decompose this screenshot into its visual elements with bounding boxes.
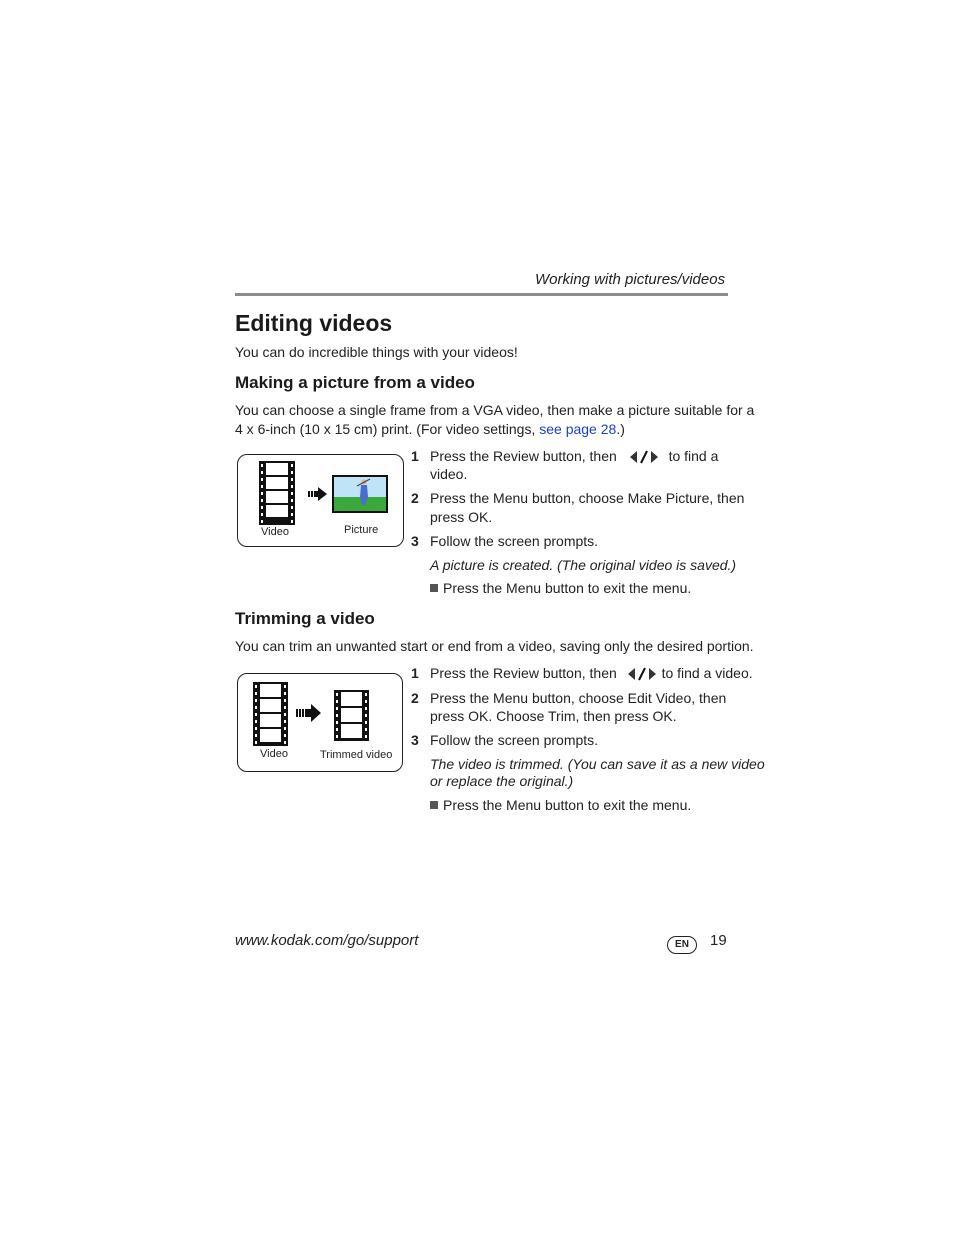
step-text-cont: to find a video.: [661, 665, 753, 681]
step-text-line2: press OK. Choose Trim, then press OK.: [430, 708, 677, 724]
see-page-28-link[interactable]: see page 28: [539, 421, 617, 437]
figure1-caption-picture: Picture: [344, 524, 379, 536]
step-number: 1: [411, 448, 419, 464]
bullet-text: Press the Menu button to exit the menu.: [443, 580, 692, 596]
bullet-square: [430, 584, 438, 592]
left-right-arrows-icon: [629, 449, 659, 465]
making-bullet: [430, 579, 691, 597]
trimming-heading: Trimming a video: [235, 609, 375, 628]
step-text: Follow the screen prompts.: [430, 533, 599, 549]
step-number: 3: [411, 533, 419, 549]
making-para-end: .): [616, 421, 625, 437]
step-text: Follow the screen prompts.: [430, 732, 599, 748]
making-result: A picture is created. (The original video is saved.): [430, 557, 737, 573]
step-number: 2: [411, 690, 419, 706]
making-para-line2: [235, 420, 625, 439]
trimming-result-line2: or replace the original.): [430, 773, 574, 789]
header-rule: [235, 293, 728, 296]
step-text: Press the Review button, then: [430, 448, 617, 464]
page-title: Editing videos: [235, 310, 393, 336]
figure2-caption-trimmed: Trimmed video: [320, 749, 393, 761]
step-text-line2: video.: [430, 466, 468, 482]
intro-text: You can do incredible things with your videos!: [235, 344, 518, 360]
making-para-text: 4 x 6-inch (10 x 15 cm) print. (For video settings,: [235, 421, 540, 437]
footer-support-url[interactable]: www.kodak.com/go/support: [235, 932, 419, 949]
video-to-picture-figure: [237, 454, 404, 547]
trim-video-figure: [237, 673, 403, 772]
trimming-para: You can trim an unwanted start or end from a video, saving only the desired portion.: [235, 638, 754, 654]
making-para-line1: You can choose a single frame from a VGA video, then make a picture suitable for a: [235, 402, 755, 418]
left-right-arrows-icon: [627, 666, 657, 682]
trimming-bullet: [430, 796, 691, 814]
bullet-text: Press the Menu button to exit the menu.: [443, 797, 692, 813]
step-text-line2: press OK.: [430, 509, 493, 525]
step-text: Press the Menu button, choose Make Picture, then: [430, 490, 745, 506]
bullet-square: [430, 801, 438, 809]
running-header: Working with pictures/videos: [535, 271, 726, 288]
figure1-caption-video: Video: [261, 526, 289, 538]
figure2-caption-video: Video: [260, 748, 288, 760]
step-number: 2: [411, 490, 419, 506]
making-heading: Making a picture from a video: [235, 373, 475, 392]
step-number: 3: [411, 732, 419, 748]
page-number: 19: [710, 932, 727, 949]
step-text: Press the Menu button, choose Edit Video, then: [430, 690, 727, 706]
step-text: Press the Review button, then: [430, 665, 617, 681]
language-badge: EN: [667, 936, 697, 954]
step-text-cont: to find a: [668, 448, 719, 464]
step-number: 1: [411, 665, 419, 681]
trimming-result-line1: The video is trimmed. (You can save it as a new video: [430, 756, 765, 772]
